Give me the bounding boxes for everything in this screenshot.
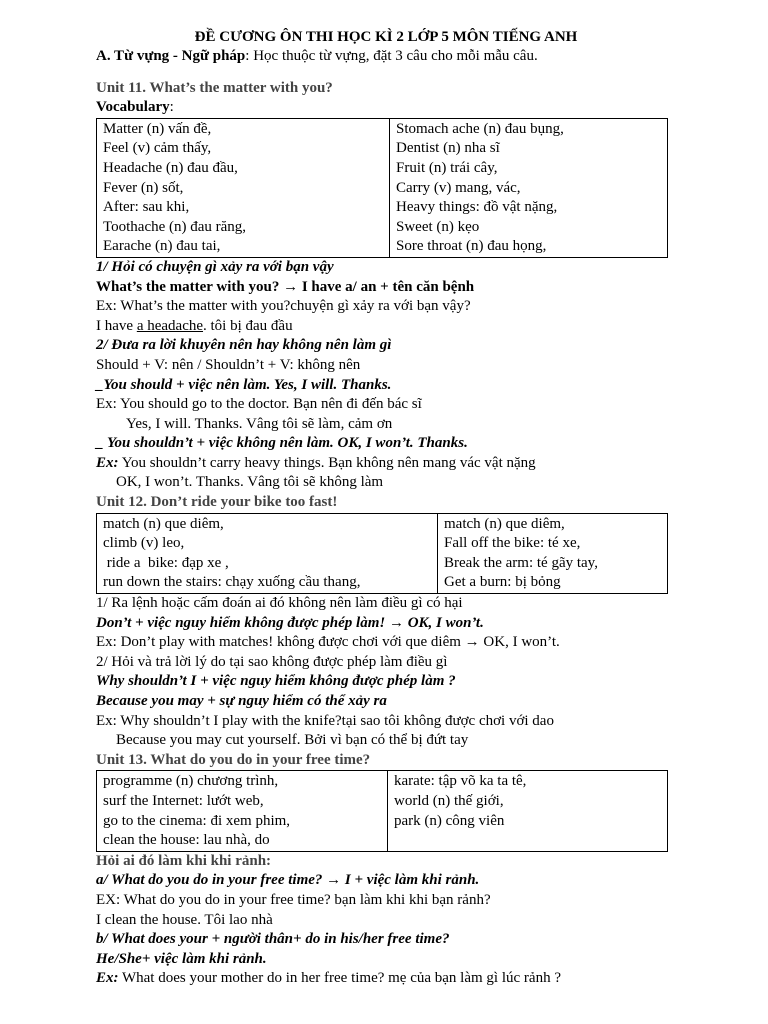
vocab-item: Get a burn: bị bỏng <box>444 574 561 591</box>
vocab-item: world (n) thế giới, <box>394 792 504 809</box>
vocab-item: Matter (n) vấn đề, <box>103 120 212 137</box>
example-text: What does your mother do in her free time? mẹ của bạn làm gì lúc rảnh ? <box>118 970 561 987</box>
vocab-item: go to the cinema: đi xem phim, <box>103 812 291 829</box>
section-a <box>96 47 676 67</box>
unit11-q2-example2 <box>96 454 676 474</box>
unit12-q1-pattern: Don’t + việc nguy hiểm không được phép làm! → OK, I won’t. <box>96 614 484 631</box>
unit12-q1-example: Ex: Don’t play with matches! không được chơi với que diêm → OK, I won’t. <box>96 634 560 651</box>
answer-underlined: a headache <box>136 317 204 334</box>
vocab-item: programme (n) chương trình, <box>103 773 279 790</box>
unit11-vocab-table <box>96 118 668 258</box>
unit12-q2-example-reply: Because you may cut yourself. Bởi vì bạn có thể bị đứt tay <box>116 732 469 749</box>
vocab-item: climb (v) leo, <box>103 535 185 552</box>
vocab-label-text: Vocabulary <box>96 99 170 116</box>
section-a-text: : Học thuộc từ vựng, đặt 3 câu cho mỗi mẫu câu. <box>245 48 538 64</box>
unit11-q2-title: 2/ Đưa ra lời khuyên nên hay không nên làm gì <box>96 337 392 354</box>
vocab-item: Carry (v) mang, vác, <box>396 179 521 196</box>
unit13-heading: Unit 13. What do you do in your free time? <box>96 751 371 768</box>
vocab-item: Fall off the bike: té xe, <box>444 535 581 552</box>
document-title: ĐỀ CƯƠNG ÔN THI HỌC KÌ 2 LỚP 5 MÔN TIẾNG ANH <box>194 29 578 45</box>
example-text: You shouldn’t carry heavy things. Bạn không nên mang vác vật nặng <box>118 454 536 471</box>
unit11-vocab-label <box>96 98 676 118</box>
unit13-b-pattern: b/ What does your + người thân+ do in his/her free time? <box>96 931 450 948</box>
unit11-q2-example1-reply: Yes, I will. Thanks. Vâng tôi sẽ làm, cảm ơn <box>126 415 393 432</box>
answer-pre: I have <box>96 317 137 334</box>
vocab-item: Break the arm: té gãy tay, <box>444 554 598 571</box>
unit11-q2-rule: Should + V: nên / Shouldn’t + V: không nên <box>96 356 361 373</box>
vocab-item: clean the house: lau nhà, do <box>103 832 270 849</box>
unit12-heading: Unit 12. Don’t ride your bike too fast! <box>96 494 338 511</box>
unit12-col2 <box>438 513 668 593</box>
vocab-item: Feel (v) cảm thấy, <box>103 140 212 157</box>
unit13-col1 <box>97 771 388 851</box>
vocab-item: Sweet (n) kẹo <box>396 218 480 235</box>
unit13-vocab-table <box>96 770 668 851</box>
unit13-b-example <box>96 969 676 989</box>
unit13-a-example-reply: I clean the house. Tôi lao nhà <box>96 911 273 928</box>
unit11-q1-answer <box>96 317 676 337</box>
document-page <box>96 28 676 989</box>
unit11-q2-pattern2: _ You shouldn’t + việc không nên làm. OK, I won’t. Thanks. <box>96 435 468 452</box>
vocab-item: Toothache (n) đau răng, <box>103 218 247 235</box>
unit12-q2-pattern1: Why shouldn’t I + việc nguy hiểm không được phép làm ? <box>96 673 456 690</box>
vocab-item: Dentist (n) nha sĩ <box>396 140 500 157</box>
unit12-q2-pattern2: Because you may + sự nguy hiểm có thể xảy ra <box>96 693 387 709</box>
vocab-item: Stomach ache (n) đau bụng, <box>396 120 564 137</box>
unit13-a-example: EX: What do you do in your free time? bạn làm khi khi bạn rảnh? <box>96 891 491 908</box>
vocab-item: After: sau khi, <box>103 199 190 216</box>
section-a-label: A. Từ vựng - Ngữ pháp <box>96 48 246 64</box>
unit12-col1 <box>97 513 438 593</box>
vocab-item: Heavy things: đồ vật nặng, <box>396 199 558 216</box>
unit11-col2 <box>390 118 668 257</box>
vocab-item: karate: tập võ ka ta tê, <box>394 773 527 790</box>
unit11-col1 <box>97 118 390 257</box>
unit11-q2-example1: Ex: You should go to the doctor. Bạn nên đi đến bác sĩ <box>96 396 422 413</box>
unit12-vocab-table <box>96 513 668 594</box>
unit12-q2-title: 2/ Hỏi và trả lời lý do tại sao không được phép làm điều gì <box>96 653 448 670</box>
vocab-item: Earache (n) đau tai, <box>103 238 221 255</box>
example-label: Ex: <box>96 454 119 471</box>
vocab-item: Sore throat (n) đau họng, <box>396 238 547 255</box>
unit11-q2-example2-reply: OK, I won’t. Thanks. Vâng tôi sẽ không làm <box>116 474 384 491</box>
vocab-item: Fruit (n) trái cây, <box>396 159 498 176</box>
vocab-item: ride a bike: đạp xe , <box>103 554 229 571</box>
unit11-heading: Unit 11. What’s the matter with you? <box>96 79 333 96</box>
vocab-item: surf the Internet: lướt web, <box>103 792 264 809</box>
vocab-item: park (n) công viên <box>394 812 505 829</box>
example-label: Ex: <box>96 970 119 987</box>
unit13-subheading: Hỏi ai đó làm khi khi rảnh: <box>96 852 272 869</box>
unit13-a-pattern: a/ What do you do in your free time? → I + việc làm khi rảnh. <box>96 872 480 889</box>
vocab-colon: : <box>169 99 174 116</box>
vocab-item: match (n) que diêm, <box>103 515 224 532</box>
unit11-q1-example: Ex: What’s the matter with you?chuyện gì xảy ra với bạn vậy? <box>96 298 471 315</box>
unit13-col2 <box>388 771 668 851</box>
vocab-item: Headache (n) đau đầu, <box>103 159 238 176</box>
vocab-item: Fever (n) sốt, <box>103 179 184 196</box>
unit12-q2-example: Ex: Why shouldn’t I play with the knife?tại sao tôi không được chơi với dao <box>96 712 554 729</box>
unit11-q1-pattern: What’s the matter with you? → I have a/ an + tên căn bệnh <box>96 278 475 295</box>
unit11-q1-title: 1/ Hỏi có chuyện gì xảy ra với bạn vậy <box>96 258 334 275</box>
unit13-b-answer: He/She+ việc làm khi rảnh. <box>96 950 267 967</box>
vocab-item: run down the stairs: chạy xuống cầu thang, <box>103 574 361 591</box>
unit11-q2-pattern1: _You should + việc nên làm. Yes, I will. Thanks. <box>96 376 392 393</box>
unit12-q1-title: 1/ Ra lệnh hoặc cấm đoán ai đó không nên làm điều gì có hại <box>96 595 463 612</box>
vocab-item: match (n) que diêm, <box>444 515 565 532</box>
answer-post: . tôi bị đau đầu <box>203 317 293 334</box>
